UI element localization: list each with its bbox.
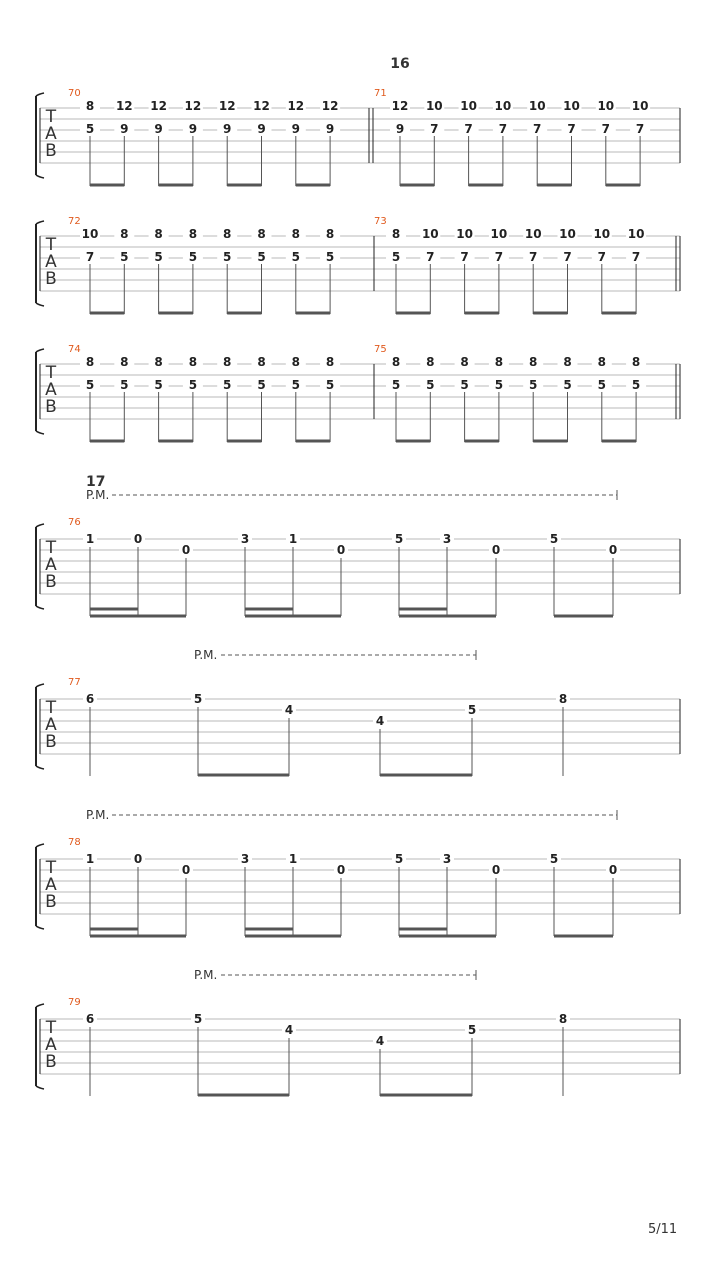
fret-number: 8 bbox=[120, 227, 129, 241]
fret-number: 0 bbox=[608, 863, 618, 877]
fret-number: 4 bbox=[375, 1034, 385, 1048]
palm-mute-label: P.M. bbox=[86, 808, 110, 822]
fret-number: 7 bbox=[426, 250, 435, 264]
fret-number: 9 bbox=[154, 122, 163, 136]
fret-number: 8 bbox=[188, 355, 198, 369]
fret-number: 8 bbox=[597, 355, 606, 369]
tab-clef-letter: B bbox=[45, 1052, 57, 1072]
fret-number: 8 bbox=[460, 355, 469, 369]
fret-number: 4 bbox=[284, 1023, 294, 1037]
bracket-hook-top bbox=[36, 1004, 44, 1007]
fret-number: 10 bbox=[563, 99, 580, 113]
fret-number: 10 bbox=[81, 227, 99, 241]
fret-number: 7 bbox=[85, 250, 95, 264]
fret-number: 5 bbox=[291, 378, 300, 392]
fret-number: 9 bbox=[395, 122, 405, 136]
measure-number: 70 bbox=[68, 88, 81, 99]
fret-number: 8 bbox=[558, 692, 568, 706]
fret-number: 10 bbox=[593, 227, 611, 241]
fret-number: 8 bbox=[223, 355, 232, 369]
bracket-hook-top bbox=[36, 93, 44, 96]
fret-number: 10 bbox=[425, 99, 443, 113]
tab-clef-letter: T bbox=[45, 538, 57, 558]
bracket-hook-bottom bbox=[36, 606, 44, 609]
tab-clef-letter: A bbox=[45, 715, 57, 735]
fret-number: 0 bbox=[336, 863, 346, 877]
fret-number: 8 bbox=[85, 99, 95, 113]
fret-number: 7 bbox=[430, 122, 439, 136]
fret-number: 6 bbox=[85, 1012, 95, 1026]
tab-clef-letter: A bbox=[45, 555, 57, 575]
fret-number: 9 bbox=[257, 122, 266, 136]
fret-number: 8 bbox=[325, 227, 335, 241]
fret-number: 12 bbox=[150, 99, 167, 113]
fret-number: 0 bbox=[181, 543, 191, 557]
fret-number: 0 bbox=[133, 852, 143, 866]
tab-clef-letter: T bbox=[45, 698, 57, 718]
measure-number: 76 bbox=[68, 517, 81, 528]
fret-number: 5 bbox=[529, 378, 538, 392]
fret-number: 7 bbox=[635, 122, 645, 136]
fret-number: 9 bbox=[223, 122, 232, 136]
bracket-hook-bottom bbox=[36, 1086, 44, 1089]
tab-clef-letter: T bbox=[45, 107, 57, 127]
fret-number: 10 bbox=[528, 99, 546, 113]
fret-number: 5 bbox=[325, 378, 335, 392]
fret-number: 9 bbox=[291, 122, 300, 136]
fret-number: 5 bbox=[291, 250, 300, 264]
fret-number: 6 bbox=[85, 692, 95, 706]
fret-number: 5 bbox=[426, 378, 435, 392]
fret-number: 8 bbox=[529, 355, 538, 369]
fret-number: 5 bbox=[597, 378, 606, 392]
fret-number: 5 bbox=[549, 532, 559, 546]
fret-number: 3 bbox=[240, 532, 250, 546]
fret-number: 5 bbox=[325, 250, 335, 264]
fret-number: 9 bbox=[325, 122, 335, 136]
fret-number: 5 bbox=[391, 250, 401, 264]
fret-number: 8 bbox=[257, 227, 266, 241]
fret-number: 10 bbox=[460, 99, 477, 113]
tab-clef-letter: B bbox=[45, 269, 57, 289]
fret-number: 5 bbox=[193, 1012, 203, 1026]
fret-number: 0 bbox=[608, 543, 618, 557]
fret-number: 1 bbox=[288, 532, 298, 546]
palm-mute-label: P.M. bbox=[194, 648, 218, 662]
fret-number: 3 bbox=[442, 532, 452, 546]
fret-number: 1 bbox=[85, 532, 95, 546]
fret-number: 3 bbox=[240, 852, 250, 866]
bracket-hook-top bbox=[36, 221, 44, 224]
fret-number: 5 bbox=[85, 378, 95, 392]
bracket-hook-bottom bbox=[36, 175, 44, 178]
fret-number: 0 bbox=[491, 863, 501, 877]
measure-number: 79 bbox=[68, 997, 81, 1008]
fret-number: 7 bbox=[498, 122, 508, 136]
fret-number: 7 bbox=[563, 250, 572, 264]
fret-number: 8 bbox=[154, 355, 163, 369]
fret-number: 8 bbox=[154, 227, 163, 241]
fret-number: 7 bbox=[597, 250, 606, 264]
fret-number: 5 bbox=[120, 250, 129, 264]
fret-number: 5 bbox=[631, 378, 641, 392]
fret-number: 8 bbox=[223, 227, 232, 241]
fret-number: 10 bbox=[627, 227, 645, 241]
fret-number: 7 bbox=[601, 122, 610, 136]
tab-clef-letter: T bbox=[45, 363, 57, 383]
fret-number: 8 bbox=[291, 227, 300, 241]
fret-number: 5 bbox=[120, 378, 129, 392]
fret-number: 8 bbox=[188, 227, 198, 241]
tab-clef-letter: B bbox=[45, 141, 57, 161]
fret-number: 9 bbox=[188, 122, 198, 136]
tab-clef-letter: B bbox=[45, 572, 57, 592]
tab-clef-letter: A bbox=[45, 1035, 57, 1055]
tab-clef-letter: B bbox=[45, 732, 57, 752]
tab-system bbox=[36, 1004, 680, 1089]
fret-number: 5 bbox=[467, 1023, 477, 1037]
fret-number: 5 bbox=[467, 703, 477, 717]
tab-clef-letter: A bbox=[45, 380, 57, 400]
fret-number: 7 bbox=[567, 122, 576, 136]
fret-number: 10 bbox=[597, 99, 615, 113]
fret-number: 10 bbox=[421, 227, 439, 241]
fret-number: 8 bbox=[85, 355, 95, 369]
fret-number: 10 bbox=[494, 99, 512, 113]
bracket-hook-top bbox=[36, 844, 44, 847]
measure-number: 72 bbox=[68, 216, 81, 227]
fret-number: 10 bbox=[456, 227, 473, 241]
palm-mute-label: P.M. bbox=[86, 488, 110, 502]
fret-number: 4 bbox=[284, 703, 294, 717]
fret-number: 5 bbox=[154, 250, 163, 264]
fret-number: 0 bbox=[133, 532, 143, 546]
tab-system bbox=[36, 684, 680, 769]
fret-number: 10 bbox=[524, 227, 542, 241]
measure-number: 71 bbox=[374, 88, 387, 99]
fret-number: 8 bbox=[391, 355, 401, 369]
tab-clef-letter: B bbox=[45, 892, 57, 912]
fret-number: 8 bbox=[563, 355, 572, 369]
fret-number: 4 bbox=[375, 714, 385, 728]
fret-number: 8 bbox=[631, 355, 641, 369]
fret-number: 8 bbox=[391, 227, 401, 241]
bracket-hook-top bbox=[36, 524, 44, 527]
fret-number: 8 bbox=[257, 355, 266, 369]
fret-number: 5 bbox=[391, 378, 401, 392]
fret-number: 1 bbox=[288, 852, 298, 866]
page-number: 5/11 bbox=[648, 1222, 678, 1237]
fret-number: 10 bbox=[490, 227, 508, 241]
fret-number: 8 bbox=[325, 355, 335, 369]
tab-clef-letter: A bbox=[45, 875, 57, 895]
fret-number: 8 bbox=[291, 355, 300, 369]
measure-number: 74 bbox=[68, 344, 81, 355]
fret-number: 5 bbox=[188, 378, 198, 392]
tab-clef-letter: B bbox=[45, 397, 57, 417]
bracket-hook-bottom bbox=[36, 766, 44, 769]
fret-number: 5 bbox=[257, 250, 266, 264]
measure-number: 77 bbox=[68, 677, 81, 688]
fret-number: 12 bbox=[115, 99, 133, 113]
measure-number: 78 bbox=[68, 837, 81, 848]
fret-number: 8 bbox=[494, 355, 504, 369]
fret-number: 7 bbox=[631, 250, 641, 264]
tab-clef-letter: T bbox=[45, 235, 57, 255]
fret-number: 12 bbox=[287, 99, 305, 113]
fret-number: 5 bbox=[85, 122, 95, 136]
bracket-hook-top bbox=[36, 684, 44, 687]
fret-number: 10 bbox=[631, 99, 649, 113]
fret-number: 5 bbox=[223, 250, 232, 264]
fret-number: 5 bbox=[494, 378, 504, 392]
fret-number: 5 bbox=[563, 378, 572, 392]
fret-number: 10 bbox=[559, 227, 576, 241]
fret-number: 7 bbox=[464, 122, 473, 136]
fret-number: 7 bbox=[460, 250, 469, 264]
fret-number: 8 bbox=[120, 355, 129, 369]
fret-number: 5 bbox=[257, 378, 266, 392]
bracket-hook-bottom bbox=[36, 431, 44, 434]
tab-clef-letter: T bbox=[45, 1018, 57, 1038]
bracket-hook-bottom bbox=[36, 303, 44, 306]
bracket-hook-bottom bbox=[36, 926, 44, 929]
fret-number: 12 bbox=[218, 99, 236, 113]
fret-number: 8 bbox=[558, 1012, 568, 1026]
fret-number: 5 bbox=[223, 378, 232, 392]
tab-clef-letter: A bbox=[45, 252, 57, 272]
section-marker: 16 bbox=[390, 56, 410, 72]
fret-number: 9 bbox=[120, 122, 129, 136]
fret-number: 7 bbox=[494, 250, 504, 264]
measure-number: 75 bbox=[374, 344, 387, 355]
measure-number: 73 bbox=[374, 216, 387, 227]
tab-clef-letter: A bbox=[45, 124, 57, 144]
fret-number: 12 bbox=[391, 99, 409, 113]
section-marker: 17 bbox=[86, 474, 106, 490]
fret-number: 5 bbox=[154, 378, 163, 392]
fret-number: 5 bbox=[394, 852, 404, 866]
fret-number: 0 bbox=[336, 543, 346, 557]
fret-number: 12 bbox=[253, 99, 270, 113]
fret-number: 5 bbox=[188, 250, 198, 264]
fret-number: 5 bbox=[549, 852, 559, 866]
palm-mute-label: P.M. bbox=[194, 968, 218, 982]
fret-number: 5 bbox=[460, 378, 469, 392]
fret-number: 8 bbox=[426, 355, 435, 369]
fret-number: 1 bbox=[85, 852, 95, 866]
fret-number: 7 bbox=[529, 250, 538, 264]
fret-number: 3 bbox=[442, 852, 452, 866]
bracket-hook-top bbox=[36, 349, 44, 352]
fret-number: 0 bbox=[491, 543, 501, 557]
tab-clef-letter: T bbox=[45, 858, 57, 878]
fret-number: 5 bbox=[193, 692, 203, 706]
fret-number: 12 bbox=[184, 99, 202, 113]
fret-number: 5 bbox=[394, 532, 404, 546]
fret-number: 7 bbox=[533, 122, 542, 136]
fret-number: 12 bbox=[321, 99, 339, 113]
fret-number: 0 bbox=[181, 863, 191, 877]
